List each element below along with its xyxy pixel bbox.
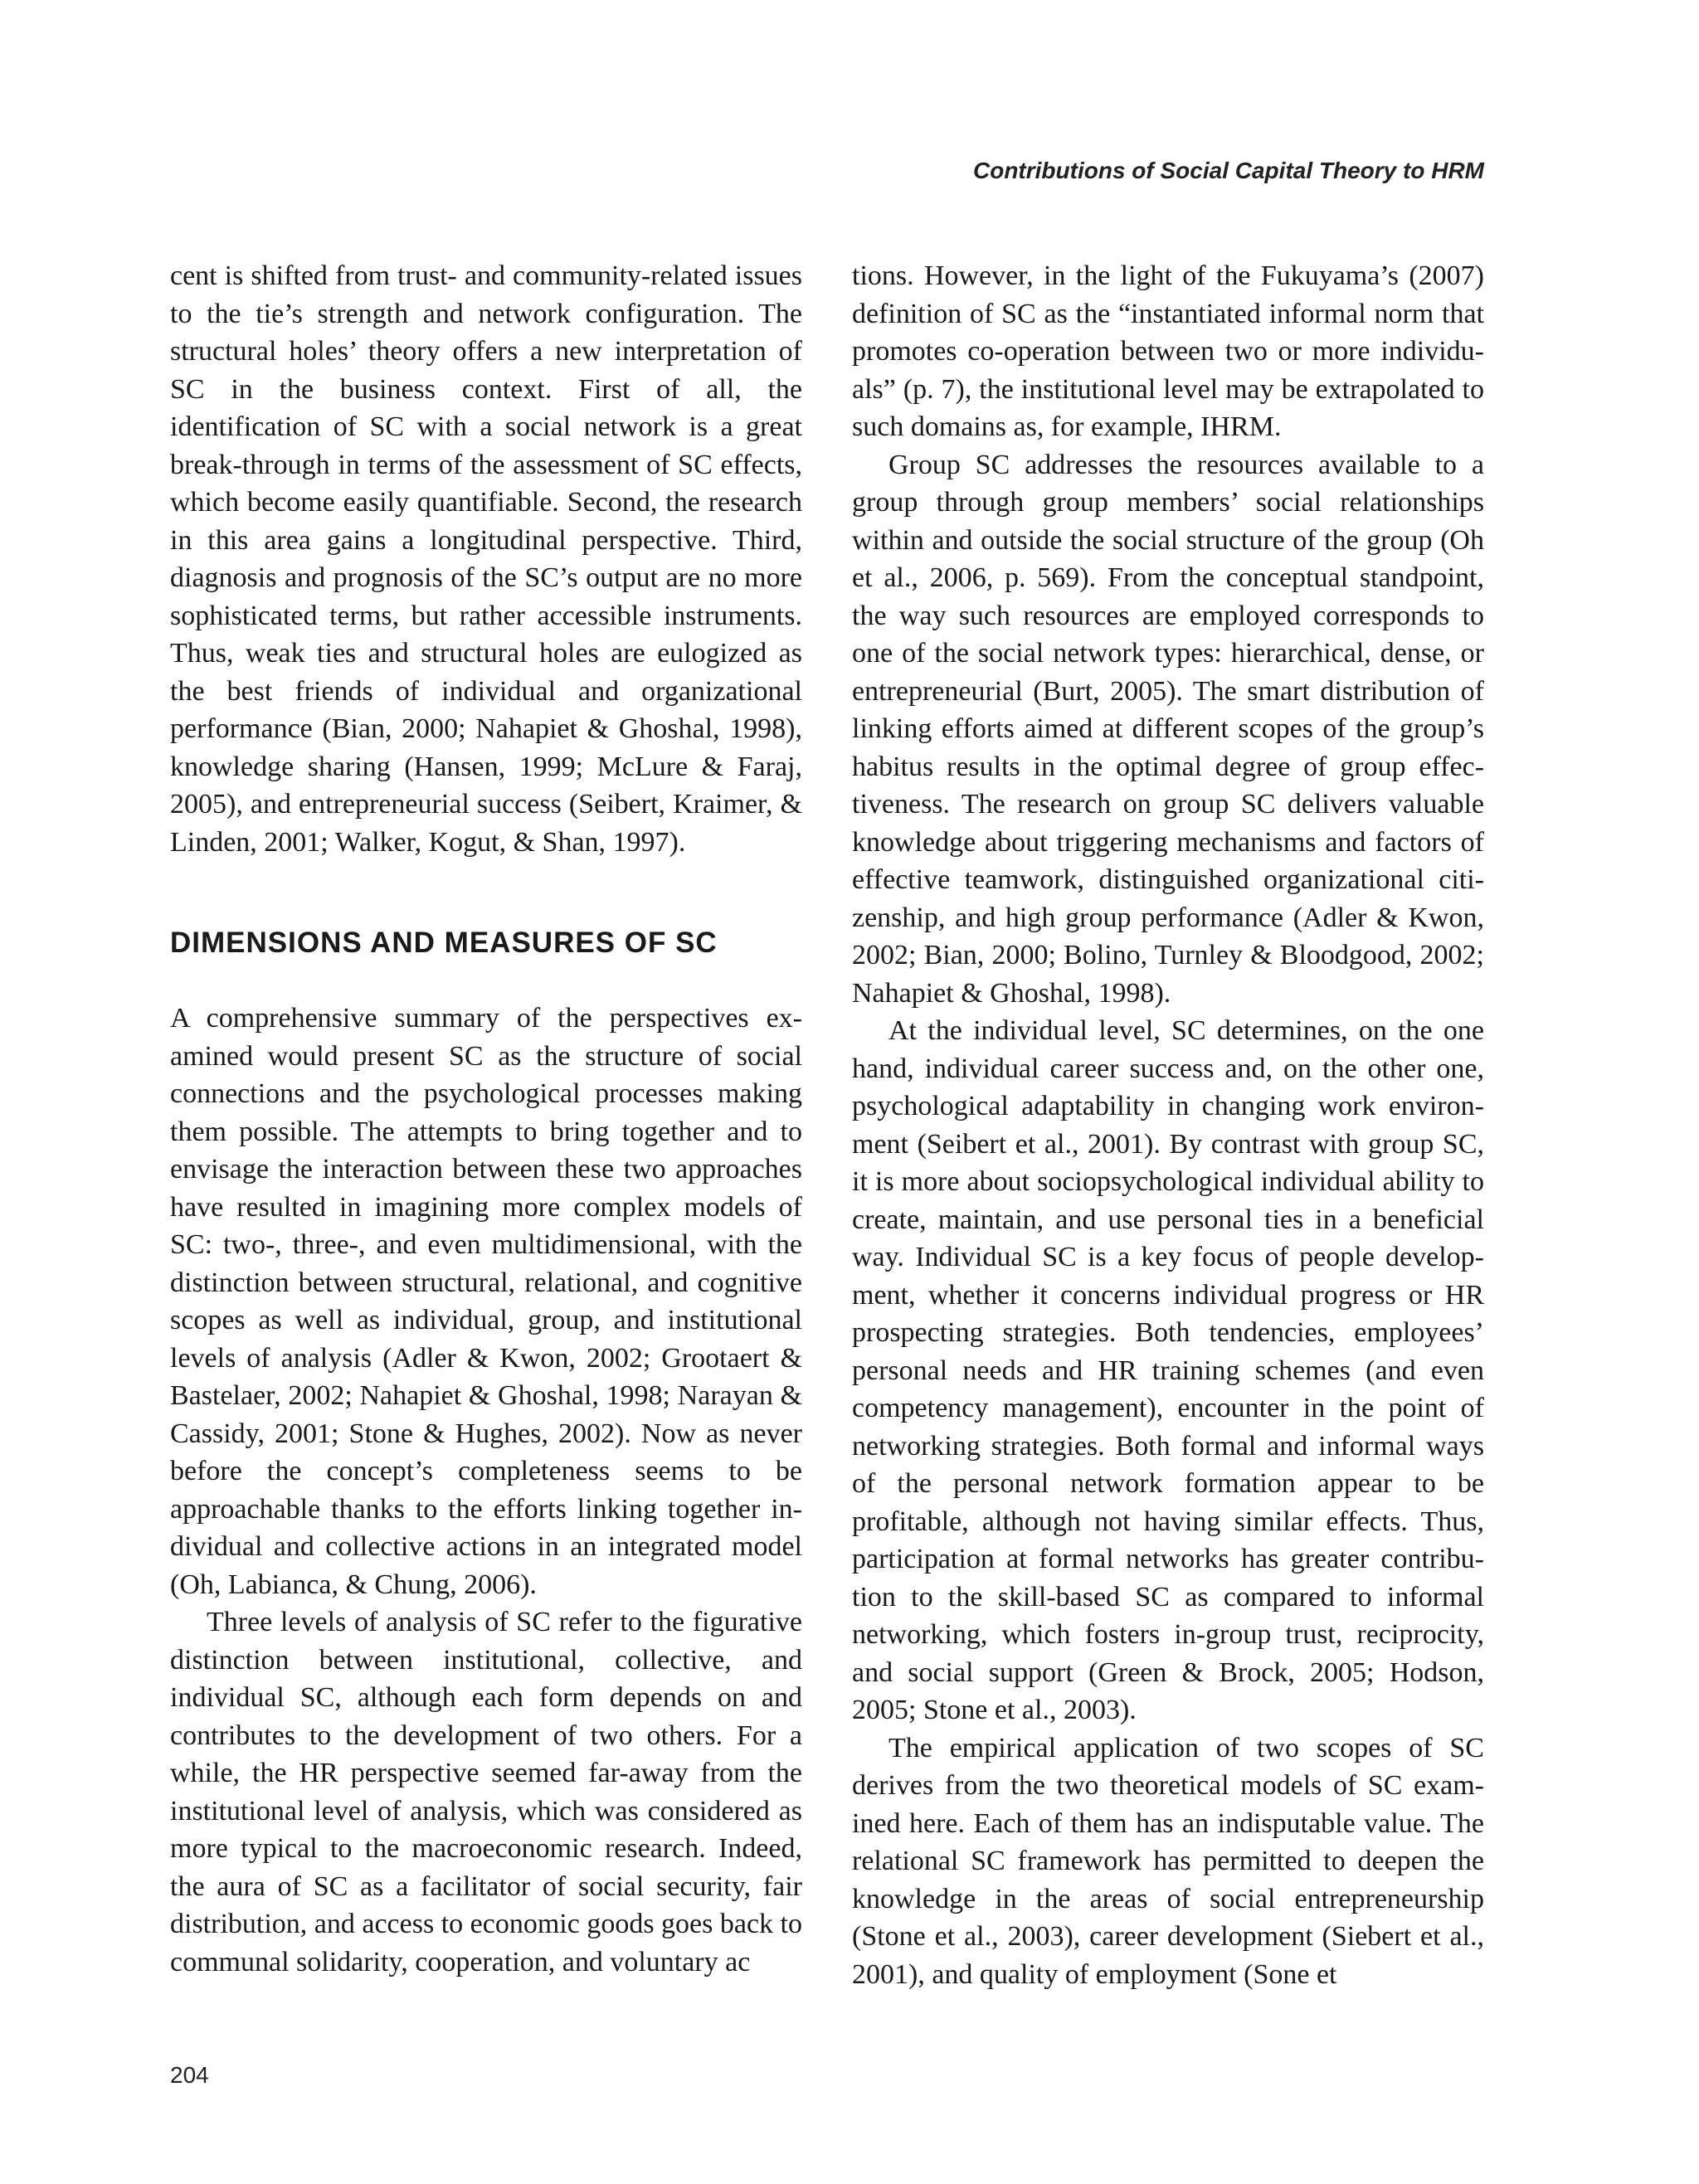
page-number: 204 <box>170 2062 209 2088</box>
body-paragraph: The empirical application of two scopes of SC derives from the two theoretical models of SC examined here. Each of them has an indisputable value. The relational SC framework has permitted to deepen the knowledge in the areas of social entrepreneurship (Stone et al., 2003), career development (Siebert et al., 2001), and quality of employment (Sone et <box>852 1732 1484 1990</box>
body-paragraph: cent is shifted from trust- and community-related issues to the tie’s strength and network configuration. The structural holes’ theory offers a new interpretation of SC in the business context. First of all, the identification of SC with a social network is a great break-through in terms of the assessment of SC effects, which become easily quantifiable. Second, the research in this area gains a longitudinal perspective. Third, diagnosis and prognosis of the SC’s output are no more sophisticated terms, but rather accessible instruments. Thus, weak ties and structural holes are eulogized as the best friends of individual and organizational performance (Bian, 2000; Nahapiet & Ghoshal, 1998), knowledge sharing (Hansen, 1999; McLure & Faraj, 2005), and entrepreneurial success (Seibert, Kraimer, & Linden, 2001; Walker, Kogut, & Shan, 1997). <box>170 260 802 858</box>
body-paragraph: At the individual level, SC determines, on the one hand, individual career success and, on the other one, psychological adaptability in changing work environment (Seibert et al., 2001). By contrast with group SC, it is more about sociopsychological individual ability to create, maintain, and use personal ties in a beneficial way. Individual SC is a key focus of people development, whether it concerns individual progress or HR prospecting strategies. Both tendencies, employees’ personal needs and HR training schemes (and even competency management), encounter in the point of networking strategies. Both formal and informal ways of the personal network formation appear to be profitable, although not having similar effects. Thus, participation at formal networks has greater contribution to the skill-based SC as compared to informal networking, which fosters in-group trust, reciprocity, and social support (Green & Brock, 2005; Hodson, 2005; Stone et al., 2003). <box>852 1015 1484 1725</box>
running-header-title: Contributions of Social Capital Theory to HRM <box>973 158 1484 183</box>
body-paragraph: Three levels of analysis of SC refer to the figurative distinction between institutional, collective, and individual SC, although each form depends on and contributes to the development of two others. For a while, the HR perspective seemed far-away from the institutional level of analysis, which was considered as more typical to the macroeconomic research. Indeed, the aura of SC as a facilitator of social security, fair distribution, and access to economic goods goes back to communal solidarity, cooperation, and voluntary ac <box>170 1607 802 1977</box>
body-paragraph: Group SC addresses the resources available to a group through group members’ social relationships within and outside the social structure of the group (Oh et al., 2006, p. 569). From the conceptual standpoint, the way such resources are employed corresponds to one of the social network types: hierarchical, dense, or entrepreneurial (Burt, 2005). The smart distribution of linking efforts aimed at different scopes of the group’s habitus results in the optimal degree of group effectiveness. The research on group SC delivers valuable knowledge about triggering mechanisms and factors of effective teamwork, distinguished organizational citizenship, and high group performance (Adler & Kwon, 2002; Bian, 2000; Bolino, Turnley & Bloodgood, 2002; Nahapiet & Ghoshal, 1998). <box>852 449 1484 1009</box>
left-column <box>170 257 802 1981</box>
right-column <box>852 257 1484 1993</box>
body-paragraph: tions. However, in the light of the Fukuyama’s (2007) definition of SC as the “instantiated informal norm that promotes co-operation between two or more individuals” (p. 7), the institutional level may be extrapolated to such domains as, for example, IHRM. <box>852 260 1484 442</box>
body-paragraph: A comprehensive summary of the perspectives examined would present SC as the structure of social connections and the psychological processes making them possible. The attempts to bring together and to envisage the interaction between these two approaches have resulted in imagining more complex models of SC: two-, three-, and even multidimensional, with the distinction between structural, relational, and cognitive scopes as well as individual, group, and institutional levels of analysis (Adler & Kwon, 2002; Grootaert & Bastelaer, 2002; Nahapiet & Ghoshal, 1998; Narayan & Cassidy, 2001; Stone & Hughes, 2002). Now as never before the concept’s completeness seems to be approachable thanks to the efforts linking together individual and collective actions in an integrated model (Oh, Labianca, & Chung, 2006). <box>170 1003 802 1600</box>
section-heading: DIMENSIONS AND MEASURES OF SC <box>170 927 718 959</box>
